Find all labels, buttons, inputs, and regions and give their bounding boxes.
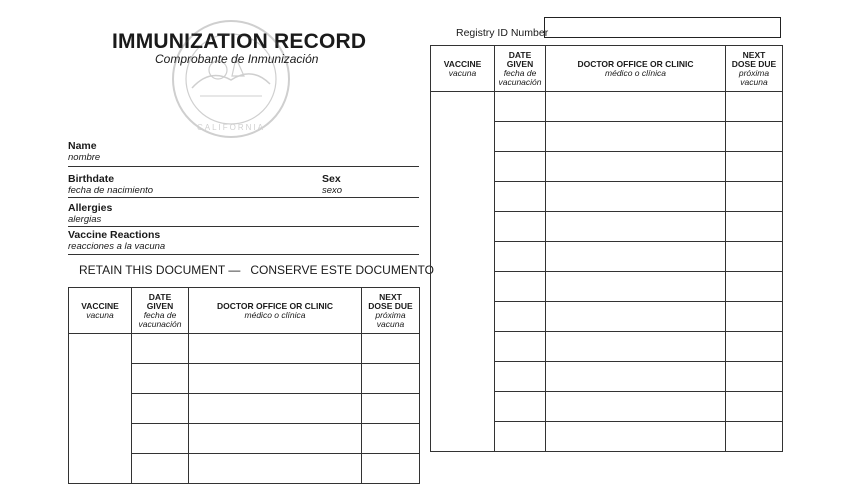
next-dose-cell[interactable] bbox=[726, 212, 783, 242]
reactions-label: Vaccine Reactions bbox=[68, 229, 161, 241]
next-dose-cell[interactable] bbox=[726, 362, 783, 392]
registry-id-label: Registry ID Number bbox=[456, 27, 549, 39]
reactions-field[interactable] bbox=[68, 254, 419, 255]
next-dose-cell[interactable] bbox=[726, 152, 783, 182]
date-cell[interactable] bbox=[495, 152, 546, 182]
date-cell[interactable] bbox=[495, 302, 546, 332]
allergies-sublabel: alergias bbox=[68, 214, 102, 225]
doctor-cell[interactable] bbox=[189, 364, 362, 394]
date-cell[interactable] bbox=[495, 392, 546, 422]
allergies-label: Allergies bbox=[68, 202, 113, 214]
birthdate-sex-field[interactable] bbox=[68, 197, 419, 198]
reactions-sublabel: reacciones a la vacuna bbox=[68, 241, 166, 252]
date-cell[interactable] bbox=[132, 454, 189, 484]
allergies-field[interactable] bbox=[68, 226, 419, 227]
vaccine-header: VACCINE vacuna bbox=[431, 46, 495, 92]
date-cell[interactable] bbox=[495, 212, 546, 242]
doctor-cell[interactable] bbox=[546, 122, 726, 152]
next-dose-cell[interactable] bbox=[726, 272, 783, 302]
date-cell[interactable] bbox=[495, 362, 546, 392]
doctor-cell[interactable] bbox=[546, 302, 726, 332]
doctor-cell[interactable] bbox=[189, 334, 362, 364]
next-dose-header: NEXT DOSE DUE próxima vacuna bbox=[362, 288, 420, 334]
registry-id-input[interactable] bbox=[544, 17, 781, 38]
doctor-cell[interactable] bbox=[546, 152, 726, 182]
next-dose-cell[interactable] bbox=[362, 334, 420, 364]
doctor-header: DOCTOR OFFICE OR CLINIC médico o clínica bbox=[189, 288, 362, 334]
sex-label: Sex bbox=[322, 173, 341, 185]
next-dose-cell[interactable] bbox=[726, 122, 783, 152]
name-sublabel: nombre bbox=[68, 152, 101, 163]
doctor-cell[interactable] bbox=[546, 332, 726, 362]
next-dose-cell[interactable] bbox=[362, 454, 420, 484]
date-cell[interactable] bbox=[495, 272, 546, 302]
doctor-cell[interactable] bbox=[546, 392, 726, 422]
date-cell[interactable] bbox=[495, 182, 546, 212]
next-dose-cell[interactable] bbox=[726, 332, 783, 362]
doctor-cell[interactable] bbox=[546, 92, 726, 122]
seal-text: CALIFORNIA bbox=[196, 123, 266, 132]
next-dose-cell[interactable] bbox=[726, 242, 783, 272]
next-dose-cell[interactable] bbox=[726, 182, 783, 212]
doctor-cell[interactable] bbox=[546, 362, 726, 392]
vaccine-cell[interactable] bbox=[69, 334, 132, 484]
vaccine-header: VACCINE vacuna bbox=[69, 288, 132, 334]
date-given-header: DATE GIVEN fecha de vacunación bbox=[495, 46, 546, 92]
form-title: IMMUNIZATION RECORD bbox=[112, 30, 367, 53]
next-dose-cell[interactable] bbox=[726, 422, 783, 452]
date-cell[interactable] bbox=[132, 364, 189, 394]
date-cell[interactable] bbox=[132, 334, 189, 364]
name-field[interactable] bbox=[68, 166, 419, 167]
next-dose-cell[interactable] bbox=[362, 394, 420, 424]
birthdate-label: Birthdate bbox=[68, 173, 115, 185]
vaccine-cell[interactable] bbox=[431, 92, 495, 452]
date-cell[interactable] bbox=[495, 422, 546, 452]
next-dose-cell[interactable] bbox=[362, 364, 420, 394]
name-label: Name bbox=[68, 140, 97, 152]
left-immunization-table bbox=[68, 287, 420, 484]
date-given-header: DATE GIVEN fecha de vacunación bbox=[132, 288, 189, 334]
next-dose-cell[interactable] bbox=[726, 302, 783, 332]
doctor-cell[interactable] bbox=[189, 454, 362, 484]
doctor-cell[interactable] bbox=[546, 272, 726, 302]
next-dose-header: NEXT DOSE DUE próxima vacuna bbox=[726, 46, 783, 92]
doctor-cell[interactable] bbox=[189, 394, 362, 424]
date-cell[interactable] bbox=[495, 122, 546, 152]
next-dose-cell[interactable] bbox=[726, 92, 783, 122]
date-cell[interactable] bbox=[132, 394, 189, 424]
doctor-cell[interactable] bbox=[546, 242, 726, 272]
retain-notice: RETAIN THIS DOCUMENT — CONSERVE ESTE DOCUMENTO bbox=[79, 263, 434, 277]
doctor-cell[interactable] bbox=[546, 212, 726, 242]
date-cell[interactable] bbox=[495, 242, 546, 272]
date-cell[interactable] bbox=[495, 92, 546, 122]
sex-sublabel: sexo bbox=[322, 185, 343, 196]
california-seal-icon bbox=[170, 18, 292, 140]
birthdate-sublabel: fecha de nacimiento bbox=[68, 185, 154, 196]
doctor-cell[interactable] bbox=[546, 182, 726, 212]
right-immunization-table bbox=[430, 45, 783, 452]
date-cell[interactable] bbox=[495, 332, 546, 362]
next-dose-cell[interactable] bbox=[726, 392, 783, 422]
form-subtitle: Comprobante de Inmunización bbox=[155, 52, 319, 66]
doctor-cell[interactable] bbox=[546, 422, 726, 452]
doctor-header: DOCTOR OFFICE OR CLINIC médico o clínica bbox=[546, 46, 726, 92]
